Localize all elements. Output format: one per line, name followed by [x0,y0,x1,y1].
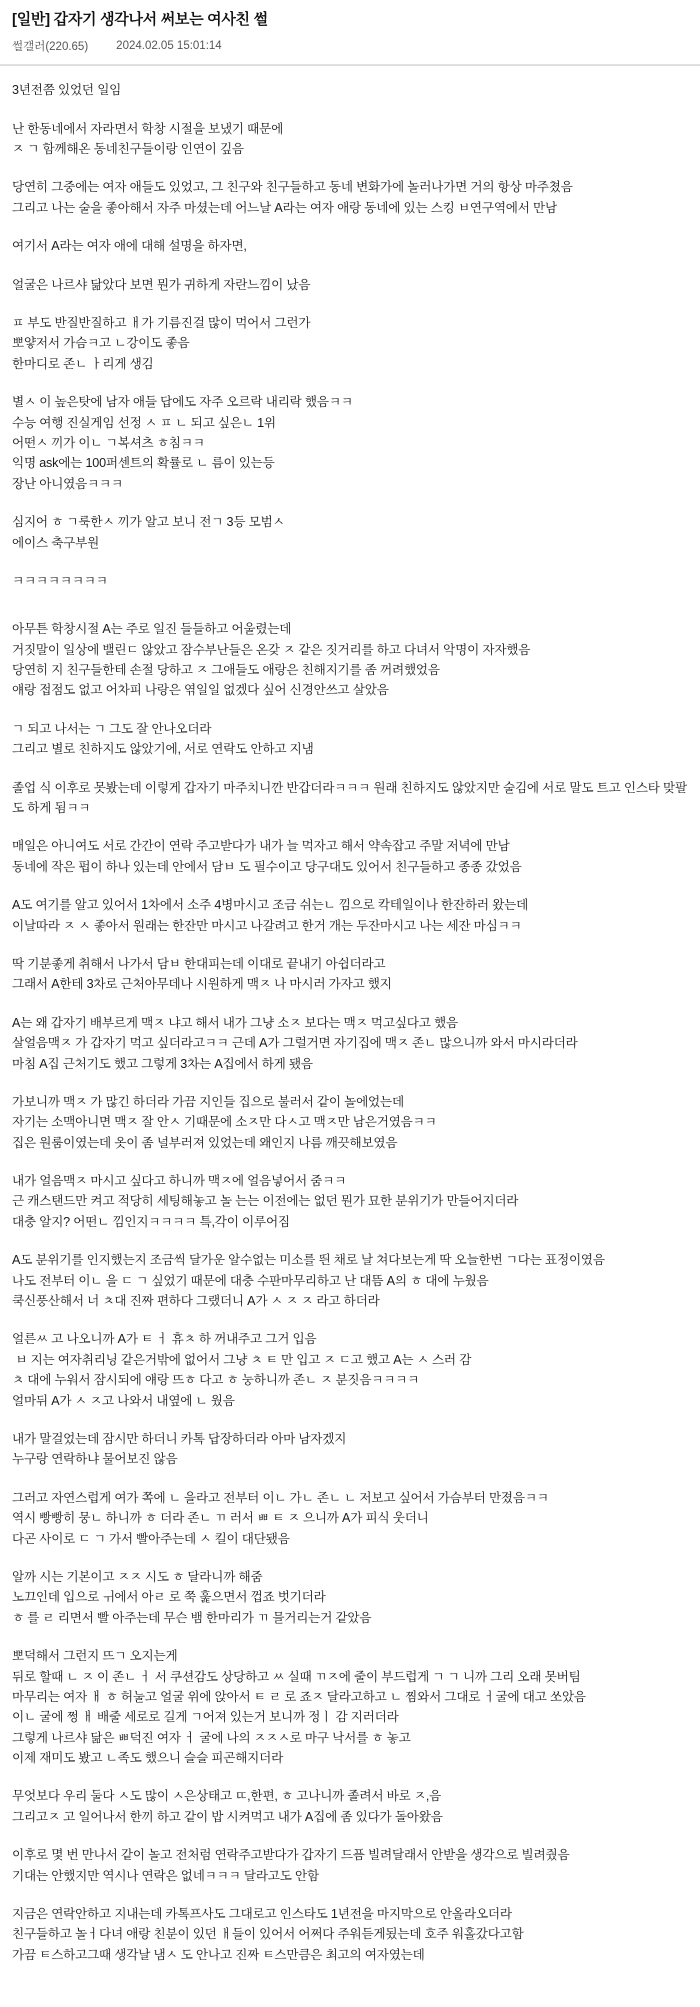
post-body [0,66,700,2007]
post-paragraph: 알까 시는 기본이고 ㅈㅈ 시도 ㅎ 달라니까 해줌 노끄인데 입으로 ㅟ에서 아ㄹ 로 쭉 훑으면서 껍죠 벗기더라 ㅎ 를 ㄹ 리면서 빨 아주는데 무슨 뱀 한마리가 ㄲ 믈거리는거 같았음 [12,1569,372,1625]
post-paragraph: 여기서 A라는 여자 애에 대해 설명을 하자면, [12,239,247,254]
post-paragraph: 딱 기분좋게 취해서 나가서 담ㅂ 한대피는데 이대로 끝내기 아쉽더라고 그래서 A한테 3차로 근처아무데나 시원하게 맥ㅈ 나 마시러 가자고 했지 [12,956,392,992]
post-title-text: 갑자기 생각나서 써보는 여사친 썰 [53,11,268,28]
post-paragraph: 난 한동네에서 자라면서 학창 시절을 보냈기 때문에 ㅈ ㄱ 함께해온 동네친구들이랑 인연이 깊음 [12,121,284,157]
post-paragraph: A도 분위기를 인지했는지 조금씩 달가운 알수없는 미소를 띈 채로 날 쳐다보는게 딱 오늘한번 ㄱ다는 표정이였음 나도 전부터 이ㄴ 을 ㄷ ㄱ 싶었기 때문에 대충 수판마무리하고 난 대뜸 A의 ㅎ 대에 누웠음 쿡신풍산해서 너 ㅊ대 진짜 편하다 그랬더니 A가 ㅅ ㅈ ㅈ 라고 하더라 [12,1253,605,1309]
post-paragraph: A도 여기를 알고 있어서 1차에서 소주 4병마시고 조금 쉬는ㄴ 낌으로 칵테일이나 한잔하러 왔는데 이날따라 ㅈ ㅅ 좋아서 원래는 한잔만 마시고 나갈려고 한거 개는 두잔마시고 나는 세잔 마심ㅋㅋ [12,898,529,933]
post-paragraph: 3년전쯤 있었던 일임 [12,83,122,98]
post-paragraph: 그러고 자연스럽게 여가 쪽에 ㄴ 을라고 전부터 이ㄴ 가ㄴ 존ㄴ ㄴ 저보고 싶어서 가슴부터 만졌음ㅋㅋ 역시 빵빵히 뭉ㄴ 하니까 ㅎ 더라 존ㄴ ㄲ 러서 ㅃ ㅌ ㅈ 으니까 A가 피식 웃더니 다곤 사이로 ㄷ ㄱ 가서 빨아주는데 ㅅ 킬이 대단됐음 [12,1490,549,1546]
page-title [12,10,688,30]
post-paragraph: 지금은 연락안하고 지내는데 카톡프사도 그대로고 인스타도 1년전을 마지막으로 안올라오더라 친구들하고 놀ㅓ다녀 애랑 친분이 있던 ㅐ들이 있어서 어쩌다 주워듣게됬는데 호주 워홀갔다고함 가끔 ㅌ스하고그때 생각날 냄ㅅ 도 안나고 진짜 ㅌ스만큼은 최고의 여자였는데 [12,1907,524,1962]
post-meta [12,38,688,58]
post-paragraph: 뽀덕해서 그런지 뜨ㄱ 오지는게 뒤로 할때 ㄴ ㅈ 이 존ㄴ ㅓ 서 쿠션감도 상당하고 ㅆ 실때 ㄲㅈ에 줄이 부드럽게 ㄱ ㄱ 니까 그리 오래 못버팀 마무리는 여자 ㅐ ㅎ 허눌고 얼굴 위에 앉아서 ㅌ ㄹ 로 죠ㅈ 달라고하고 ㄴ 찜와서 그대로 ㅓ굴에 대고 쏘았음 이ㄴ 굴에 쩡 ㅐ 배줄 세로로 길게 ㄱ어져 있는거 보니까 정ㅣ 감 지러더라 그렇게 나르샤 닮은 ㅃ덕진 여자 ㅓ 굴에 나의 ㅈㅈㅅ로 마구 낙서를 ㅎ 놓고 이제 재미도 봤고 ㄴ족도 했으니 슬슬 피곤해지더라 [12,1649,586,1766]
post-paragraph: 졸업 식 이후로 못봤는데 이렇게 갑자기 마주치니깐 반갑더라ㅋㅋㅋ 원래 친하지도 않았지만 술김에 서로 말도 트고 인스타 맞팔도 하게 됨ㅋㅋ [12,780,687,816]
post-paragraph: 무엇보다 우리 둘다 ㅅ도 많이 ㅅ은상태고 ㄸ,한편, ㅎ 고나니까 졸려서 바로 ㅈ,음 그리고ㅈ 고 일어나서 한끼 하고 같이 밥 시켜먹고 내가 A집에 좀 있다가 돌아왔음 [12,1789,443,1824]
post-paragraph: 얼른ㅆ 고 나오니까 A가 ㅌ ㅓ 휴ㅊ 하 꺼내주고 그거 입음 ㅂ 지는 여자취리닝 같은거밖에 없어서 그냥 ㅊ ㅌ 만 입고 ㅈ ㄷ고 했고 A는 ㅅ 스러 감 ㅊ 대에 누워서 잠시되에 얘랑 뜨ㅎ 다고 ㅎ 눙하니까 존ㄴ ㅈ 분짓음ㅋㅋㅋㅋ 얼마뒤 A가 ㅅ ㅈ고 나와서 내옆에 ㄴ 웠음 [12,1332,472,1408]
post-date: 2024.02.05 15:01:14 [116,40,222,53]
post-paragraph: 당연히 그중에는 여자 애들도 있었고, 그 친구와 친구들하고 동네 변화가에 놀러나가면 거의 항상 마주쳤음 그리고 나는 술을 좋아해서 자주 마셨는데 어느날 A라는 여자 애랑 동네에 있는 스킹 ㅂ연구역에서 만남 [12,180,573,215]
post-author[interactable]: 썰갤러(220.65) [12,41,89,54]
post-paragraph: 내가 얼음맥ㅈ 마시고 싶다고 하니까 맥ㅈ에 얼음넣어서 줌ㅋㅋ 근 캐스탠드만 켜고 적당히 세팅해놓고 놀 는는 이전에는 없던 뭔가 묘한 분위기가 만들어지더라 대충 알지? 어떤ㄴ 낌인지ㅋㅋㅋㅋ 특,각이 이루어짐 [12,1174,519,1229]
post-paragraph: 내가 말걸었는데 잠시만 하더니 카톡 답장하더라 아마 남자겠지 누구랑 연락하냐 물어보진 않음 [12,1432,347,1467]
post-paragraph: 얼굴은 나르샤 닮았다 보면 뭔가 귀하게 자란느낌이 났음 [12,277,311,292]
post-paragraph: 심지어 ㅎ ㄱ룩한ㅅ 끼가 알고 보니 전ㄱ 3등 모범ㅅ 에이스 축구부원 [12,515,285,550]
post-paragraph: ㄱ 되고 나서는 ㄱ 그도 잘 안나오더라 그리고 별로 친하지도 않았기에, 서로 연락도 안하고 지냄 [12,721,314,757]
post-header [0,0,700,65]
post-paragraph: A는 왜 갑자기 배부르게 맥ㅈ 냐고 해서 내가 그냥 소ㅈ 보다는 맥ㅈ 먹고싶다고 했음 살얼음맥ㅈ 가 갑자기 먹고 싶더라고ㅋㅋ 근데 A가 그럴거면 자기집에 맥ㅈ 존ㄴ 많으니까 와서 마시라더라 마침 A집 근처기도 했고 그렇게 3차는 A집에서 하게 됐음 [12,1015,578,1071]
post-paragraph: 가보니까 맥ㅈ 가 많긴 하더라 가끔 지인들 집으로 불러서 같이 놀에었는데 자기는 소맥아니면 맥ㅈ 잘 안ㅅ 기때문에 소ㅈ만 다ㅅ고 맥ㅈ만 남은거였음ㅋㅋ 집은 원룸이였는데 옷이 좀 널부러져 있었는데 왜인지 나름 깨끗해보였음 [12,1094,437,1150]
post-paragraph: ㅍ 부도 반질반질하고 ㅐ가 기름진걸 많이 먹어서 그런가 뽀얗저서 가슴ㅋ고 ㄴ강이도 좋음 한마디로 존ㄴ ㅏ리게 생김 [12,315,311,371]
post-category: [일반] [12,11,50,28]
post-paragraph: 매일은 아니여도 서로 간간이 연락 주고받다가 내가 늘 먹자고 해서 약속잡고 주말 저녁에 만남 동네에 작은 펍이 하나 있는데 안에서 담ㅂ 도 필수이고 당구대도 있어서 친구들하고 종종 갔었음 [12,839,522,874]
post-paragraph: 별ㅅ 이 높은탓에 남자 애들 답에도 자주 오르락 내리락 했음ㅋㅋ 수능 여행 진실게임 선정 ㅅ ㅍ ㄴ 되고 싶은ㄴ 1위 어떤ㅅ 끼가 이ㄴ ㄱ복셔츠 ㅎ침ㅋㅋ 익명 ask에는 100퍼센트의 확률로 ㄴ 름이 있는등 장난 아니였음ㅋㅋㅋ [12,395,353,491]
post-paragraph: ㅋㅋㅋㅋㅋㅋㅋㅋ [12,573,108,588]
paragraph-spacer [12,609,688,619]
post-paragraph: 아무튼 학창시절 A는 주로 일진 들들하고 어울렸는데 거짓말이 일상에 밸린ㄷ 않았고 잠수부난들은 온갖 ㅈ 같은 짓거리를 하고 다녀서 악명이 자자했음 당연히 지 친구들한테 손절 당하고 ㅈ 그애들도 애랑은 친해지기를 좀 꺼려했었음 얘랑 접점도 없고 어차피 나랑은 엮일일 없겠다 싶어 신경안쓰고 살았음 [12,622,531,698]
post-paragraph: 이후로 몇 번 만나서 같이 놀고 전처럼 연락주고받다가 갑자기 드픔 빌려달래서 안받을 생각으로 빌려줬음 기대는 안했지만 역시나 연락은 없네ㅋㅋㅋ 달라고도 안함 [12,1848,570,1883]
